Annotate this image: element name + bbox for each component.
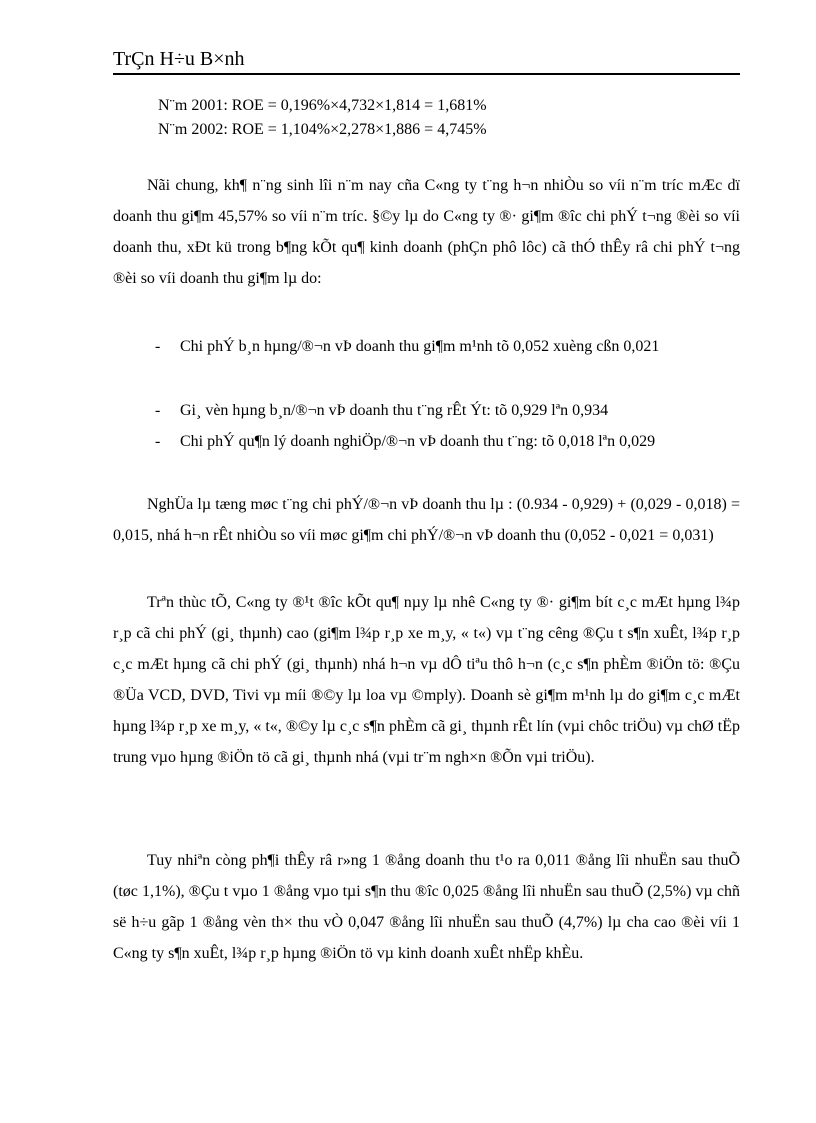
formula-roe-2001: N¨m 2001: ROE = 0,196%×4,732×1,814 = 1,681% (158, 97, 487, 114)
paragraph-profitability-summary: Nãi chung, kh¶ n¨ng sinh lîi n¨m nay cña C«ng ty t¨ng h¬n nhiÒu so víi n¨m tríc mÆc dï doanh thu gi¶m 45,57% so víi n¨m tríc. §©y lµ do C«ng ty ®· gi¶m ®îc chi phÝ t¬ng ®èi so víi doanh thu, xÐt kü trong b¶ng kÕt qu¶ kinh doanh (phÇn phô lôc) cã thÓ thÊy râ chi phÝ t¬ng ®èi so víi doanh thu gi¶m lµ do: (113, 177, 740, 287)
formula-roe-2002: N¨m 2002: ROE = 1,104%×2,278×1,886 = 4,745% (158, 121, 487, 138)
bullet-admin-cost (155, 426, 740, 488)
page-header-author: TrÇn H÷u B×nh (113, 48, 245, 70)
bullet-dash: - (155, 402, 161, 419)
paragraph-cost-comparison: NghÜa lµ tæng møc t¨ng chi phÝ/®¬n vÞ doanh thu lµ : (0.934 - 0,929) + (0,029 - 0,018) = 0,015, nhá h¬n rÊt nhiÒu so víi møc gi¶m chi phÝ/®¬n vÞ doanh thu (0,052 - 0,021 = 0,031) (113, 496, 740, 544)
bullet-dash: - (155, 338, 161, 355)
bullet-text: Chi phÝ qu¶n lý doanh nghiÖp/®¬n vÞ doanh thu t¨ng: tõ 0,018 lªn 0,029 (180, 433, 656, 450)
bullet-text: Chi phÝ b¸n hµng/®¬n vÞ doanh thu gi¶m m¹nh tõ 0,052 xuèng cßn 0,021 (180, 338, 660, 355)
paragraph-results-explanation: Trªn thùc tÕ, C«ng ty ®¹t ®îc kÕt qu¶ nµy lµ nhê C«ng ty ®· gi¶m bít c¸c mÆt hµng l¾p r¸p cã chi phÝ (gi¸ thµnh) cao (gi¶m l¾p r¸p xe m¸y, « t«) vµ t¨ng cêng ®Çu t s¶n xuÊt, l¾p r¸p c¸c mÆt hµng cã chi phÝ (gi¸ thµnh) nhá h¬n vµ dÔ tiªu thô h¬n (c¸c s¶n phÈm ®iÖn tö: ®Çu ®Üa VCD, DVD, Tivi vµ míi ®©y lµ loa vµ ©mply). Doanh sè gi¶m m¹nh lµ do gi¶m c¸c mÆt hµng l¾p r¸p xe m¸y, « t«, ®©y lµ c¸c s¶n phÈm cã gi¸ thµnh rÊt lín (vµi chôc triÖu) vµ chØ tËp trung vµo hµng ®iÖn tö cã gi¸ thµnh nhá (vµi tr¨m ngh×n ®Õn vµi triÖu). (113, 594, 740, 766)
bullet-text: Gi¸ vèn hµng b¸n/®¬n vÞ doanh thu t¨ng rÊt Ýt: tõ 0,929 lªn 0,934 (180, 402, 609, 419)
bullet-selling-cost (155, 331, 740, 393)
header-divider (113, 73, 740, 75)
bullet-cost-of-goods (155, 395, 740, 426)
bullet-dash: - (155, 433, 161, 450)
paragraph-return-ratios: Tuy nhiªn còng ph¶i thÊy râ r»ng 1 ®ång doanh thu t¹o ra 0,011 ®ång lîi nhuËn sau thuÕ (tøc 1,1%), ®Çu t vµo 1 ®ång vµo tµi s¶n thu ®îc 0,025 ®ång lîi nhuËn sau thuÕ (2,5%) vµ chñ së h÷u gãp 1 ®ång vèn th× thu vÒ 0,047 ®ång lîi nhuËn sau thuÕ (4,7%) lµ cha cao ®èi víi 1 C«ng ty s¶n xuÊt, l¾p r¸p hµng ®iÖn tö vµ kinh doanh xuÊt nhËp khÈu. (113, 852, 740, 962)
